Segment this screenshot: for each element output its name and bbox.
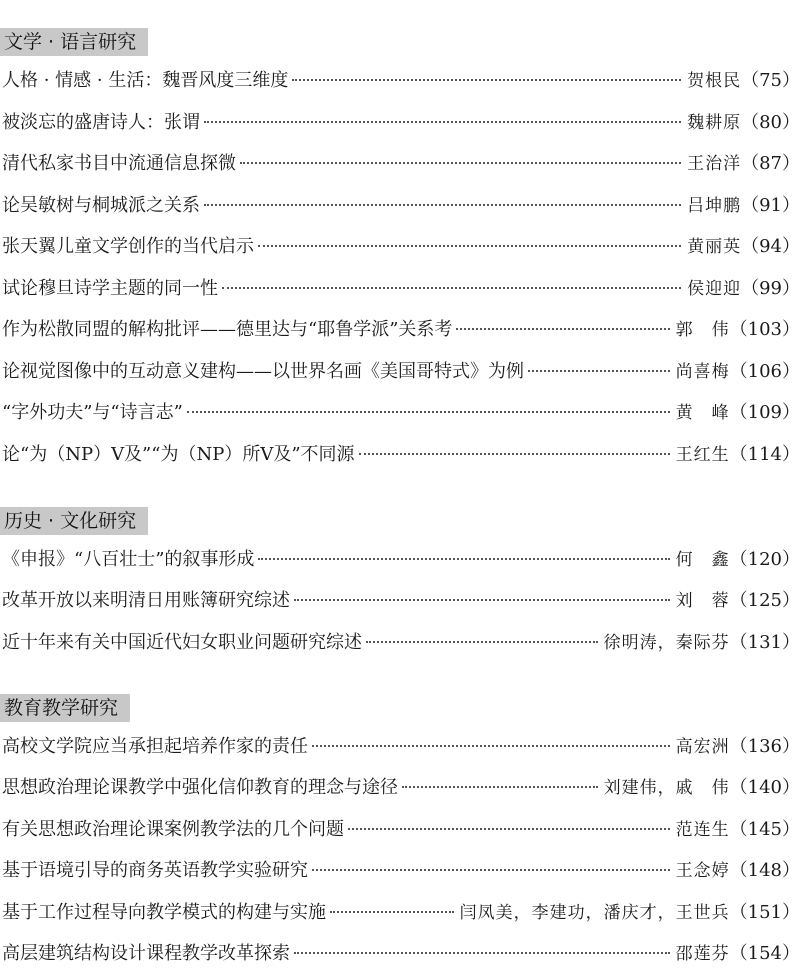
entry-author: 王红生 <box>675 445 730 465</box>
entry-page: （94） <box>741 236 800 257</box>
section-header-literature-language: 文学 · 语言研究 <box>0 28 148 56</box>
entry-author: 王念婷 <box>675 861 730 881</box>
toc-entry[interactable] <box>2 191 800 221</box>
entry-title: 人格 · 情感 · 生活：魏晋风度三维度 <box>2 70 289 91</box>
entry-page: （80） <box>741 112 800 133</box>
entry-title: 论吴敏树与桐城派之关系 <box>2 195 200 216</box>
entry-title: 论“为（NP）V及”“为（NP）所V及”不同源 <box>2 444 355 465</box>
entry-title: 基于工作过程导向教学模式的构建与实施 <box>2 902 326 923</box>
entry-title: 高层建筑结构设计课程教学改革探索 <box>2 943 290 964</box>
entry-author: 黄丽英 <box>687 237 742 257</box>
dot-leader <box>312 859 670 871</box>
toc-entry[interactable] <box>2 628 800 658</box>
toc-entry[interactable] <box>2 149 800 179</box>
toc-entry[interactable] <box>2 315 800 345</box>
toc-entry[interactable] <box>2 398 800 428</box>
toc-entry[interactable] <box>2 108 800 138</box>
toc-entry[interactable] <box>2 856 800 886</box>
entry-page: （131） <box>729 632 800 653</box>
dot-leader <box>240 152 681 164</box>
entry-page: （91） <box>741 195 800 216</box>
entry-title: 清代私家书目中流通信息探微 <box>2 153 236 174</box>
entry-page: （99） <box>741 278 800 299</box>
toc-entry[interactable] <box>2 274 800 304</box>
dot-leader <box>258 235 681 247</box>
entry-page: （140） <box>729 777 800 798</box>
dot-leader <box>258 548 669 560</box>
entry-title: 试论穆旦诗学主题的同一性 <box>2 278 218 299</box>
entry-title: 改革开放以来明清日用账簿研究综述 <box>2 590 290 611</box>
dot-leader <box>294 942 670 954</box>
toc-entry[interactable] <box>2 732 800 762</box>
entry-author: 刘建伟，戚 伟 <box>603 778 730 798</box>
entry-page: （109） <box>729 402 800 423</box>
entry-title: 高校文学院应当承担起培养作家的责任 <box>2 736 308 757</box>
dot-leader <box>348 818 670 830</box>
entry-author: 徐明涛，秦际芬 <box>603 633 730 653</box>
toc-entry[interactable] <box>2 357 800 387</box>
entry-author: 黄 峰 <box>675 403 730 423</box>
entry-page: （114） <box>729 444 800 465</box>
entry-author: 郭 伟 <box>675 320 730 340</box>
entry-title: “字外功夫”与“诗言志” <box>2 402 183 423</box>
entry-author: 高宏洲 <box>675 737 730 757</box>
entry-title: 基于语境引导的商务英语教学实验研究 <box>2 860 308 881</box>
entry-author: 刘 蓉 <box>675 591 730 611</box>
dot-leader <box>312 735 670 747</box>
dot-leader <box>456 318 669 330</box>
section-header-history-culture: 历史 · 文化研究 <box>0 507 148 535</box>
entry-author: 侯迎迎 <box>687 279 742 299</box>
dot-leader <box>222 277 681 289</box>
section-header-education-teaching: 教育教学研究 <box>0 694 130 722</box>
toc-entry[interactable] <box>2 232 800 262</box>
toc-entry[interactable] <box>2 586 800 616</box>
toc-entry[interactable] <box>2 545 800 575</box>
dot-leader <box>294 589 670 601</box>
dot-leader <box>330 901 454 913</box>
entry-author: 贺根民 <box>687 71 742 91</box>
entry-author: 范连生 <box>675 820 730 840</box>
entry-author: 尚喜梅 <box>675 362 730 382</box>
toc-entry[interactable] <box>2 898 800 928</box>
entry-title: 思想政治理论课教学中强化信仰教育的理念与途径 <box>2 777 398 798</box>
entry-page: （103） <box>729 319 800 340</box>
entry-author: 闫凤美，李建功，潘庆才，王世兵 <box>459 903 730 923</box>
entry-title: 论视觉图像中的互动意义建构——以世界名画《美国哥特式》为例 <box>2 361 524 382</box>
dot-leader <box>187 401 670 413</box>
toc-entry[interactable] <box>2 773 800 803</box>
entry-page: （106） <box>729 361 800 382</box>
entry-author: 何 鑫 <box>675 550 730 570</box>
entry-title: 被淡忘的盛唐诗人：张谓 <box>2 112 200 133</box>
toc-entry[interactable] <box>2 815 800 845</box>
entry-author: 魏耕原 <box>687 113 742 133</box>
toc-entry[interactable] <box>2 939 800 969</box>
entry-title: 近十年来有关中国近代妇女职业问题研究综述 <box>2 632 362 653</box>
entry-author: 邵莲芬 <box>675 944 730 964</box>
entry-title: 张天翼儿童文学创作的当代启示 <box>2 236 254 257</box>
dot-leader <box>359 443 670 455</box>
entry-page: （120） <box>729 549 800 570</box>
entry-page: （151） <box>729 902 800 923</box>
entry-title: 作为松散同盟的解构批评——德里达与“耶鲁学派”关系考 <box>2 319 453 340</box>
dot-leader <box>528 360 670 372</box>
entry-title: 有关思想政治理论课案例教学法的几个问题 <box>2 819 344 840</box>
entry-page: （154） <box>729 943 800 964</box>
dot-leader <box>292 69 681 81</box>
entry-author: 王治洋 <box>687 154 742 174</box>
entry-author: 吕坤鹏 <box>687 196 742 216</box>
entry-page: （145） <box>729 819 800 840</box>
dot-leader <box>366 631 598 643</box>
entry-page: （136） <box>729 736 800 757</box>
toc-entry[interactable] <box>2 66 800 96</box>
dot-leader <box>402 776 598 788</box>
entry-page: （87） <box>741 153 800 174</box>
entry-page: （148） <box>729 860 800 881</box>
entry-page: （75） <box>741 70 800 91</box>
dot-leader <box>204 194 681 206</box>
toc-entry[interactable] <box>2 440 800 470</box>
dot-leader <box>204 111 681 123</box>
entry-title: 《申报》“八百壮士”的叙事形成 <box>2 549 255 570</box>
entry-page: （125） <box>729 590 800 611</box>
